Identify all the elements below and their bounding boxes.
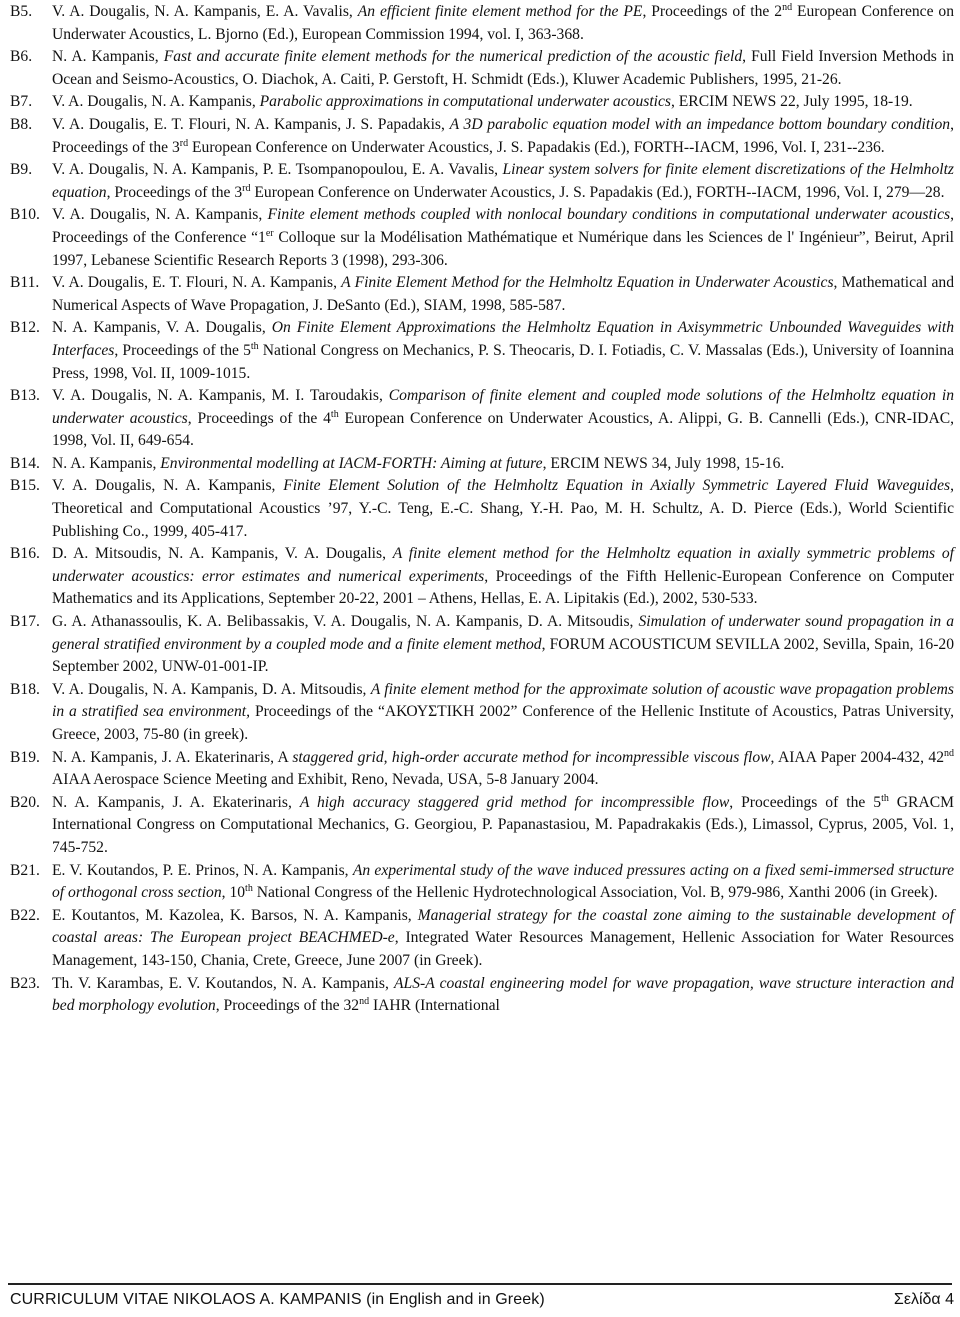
reference-segment: V. A. Dougalis, N. A. Kampanis, E. A. Vavalis,: [52, 3, 358, 20]
reference-entry: [10, 204, 954, 272]
reference-segment: D. A. Mitsoudis, N. A. Kampanis, V. A. Dougalis,: [52, 545, 393, 563]
reference-title: Comparison of finite element and coupled mode solutions of the Helmholtz equation in underwater acoustics: [52, 387, 954, 427]
reference-segment: , Full Field Inversion Methods in Ocean and Seismo-Acoustics, O. Diachok, A. Caiti, P. Gerstoft, H. Schmidt (Eds.), Kluwer Academic Publishers, 1995, 21-26.: [52, 48, 955, 88]
reference-segment: V. A. Dougalis, N. A. Kampanis, M. I. Taroudakis,: [52, 387, 389, 405]
reference-segment: , Proceedings of the Conference “1: [52, 206, 954, 246]
reference-segment: , Proceedings of the 3: [106, 183, 243, 201]
reference-number: B10.: [10, 206, 40, 224]
reference-segment: V. A. Dougalis, N. A. Kampanis, P. E. Tsompanopoulou, E. A. Vavalis,: [52, 161, 503, 179]
ordinal-superscript: th: [330, 408, 339, 420]
reference-segment: V. A. Dougalis, N. A. Kampanis,: [52, 206, 268, 224]
reference-title: Environmental modelling at IACM-FORTH: Aiming at future: [160, 454, 543, 472]
reference-entry: [10, 1, 954, 46]
reference-title: Fast and accurate finite element methods for the numerical prediction of the acoustic field: [163, 48, 743, 66]
reference-segment: , Proceedings of the 2: [642, 3, 783, 20]
reference-segment: European Conference on Underwater Acoustics, A. Alippi, G. B. Cannelli (Eds.), CNR-IDAC, 1998, Vol. II, 649-654.: [52, 409, 955, 450]
reference-text: [52, 159, 954, 204]
reference-number: B6.: [10, 48, 33, 66]
reference-entry: [10, 317, 954, 385]
reference-segment: National Congress on Mechanics, P. S. Theocaris, D. I. Fotiadis, C. V. Massalas (Eds.), University of Ioannina Press, 1998, Vol. II, 1009-1015.: [52, 341, 954, 382]
reference-list: [10, 1, 954, 1018]
reference-title: Simulation of underwater sound propagation in a general stratified environment by a coupled mode and a finite element method: [52, 613, 954, 653]
reference-number: B13.: [10, 387, 40, 405]
reference-number: B14.: [10, 454, 40, 472]
reference-segment: , AIAA Paper 2004-432, 42: [770, 748, 944, 766]
reference-number: B18.: [10, 680, 40, 698]
reference-number: B7.: [10, 93, 33, 111]
ordinal-superscript: th: [250, 340, 259, 352]
reference-segment: , Proceedings of the Fifth Hellenic-European Conference on Computer Mathematics and its Applications, September 20-22, 2001 – Athens, Hellas, E. A. Lipitakis (Ed.), 2002, 530-533.: [52, 567, 954, 608]
reference-segment: Th. V. Karambas, E. V. Koutandos, N. A. Kampanis,: [52, 974, 395, 992]
reference-title: A Finite Element Method for the Helmholtz Equation in Underwater Acoustics: [341, 274, 834, 292]
reference-entry: [10, 114, 954, 159]
reference-text: [52, 46, 954, 91]
ordinal-superscript: nd: [782, 1, 793, 13]
reference-number: B16.: [10, 545, 40, 563]
reference-segment: , Mathematical and Numerical Aspects of Wave Propagation, J. DeSanto (Ed.), SIAM, 1998, 585-587.: [52, 274, 954, 314]
reference-segment: , Proceedings of the 4: [187, 409, 331, 427]
footer-divider: [8, 1283, 952, 1285]
reference-title: A high accuracy staggered grid method for incompressible flow: [299, 793, 730, 811]
reference-segment: V. A. Dougalis, N. A. Kampanis,: [52, 477, 284, 495]
reference-text: [52, 611, 954, 679]
reference-segment: IAHR (International: [369, 997, 500, 1015]
reference-segment: G. A. Athanassoulis, K. A. Belibassakis, V. A. Dougalis, N. A. Kampanis, D. A. Mitsoudis,: [52, 613, 639, 631]
reference-text: [52, 453, 954, 476]
reference-segment: National Congress of the Hellenic Hydrotechnological Association, Vol. B, 979-986, Xanthi 2006 (in Greek).: [252, 884, 938, 902]
reference-title: Linear system solvers for finite element discretizations of the Helmholtz equation: [52, 161, 954, 201]
reference-segment: European Conference on Underwater Acoustics, J. S. Papadakis (Ed.), FORTH--IACM, 1996, Vol. I, 231--236.: [188, 138, 885, 156]
reference-segment: E. V. Koutandos, P. E. Prinos, N. A. Kampanis,: [52, 861, 353, 879]
reference-text: [52, 385, 954, 453]
reference-entry: [10, 792, 954, 860]
reference-text: [52, 204, 954, 272]
reference-number: B15.: [10, 477, 40, 495]
reference-entry: [10, 905, 954, 973]
ordinal-superscript: th: [245, 882, 253, 894]
reference-text: [52, 91, 954, 114]
reference-text: [52, 543, 954, 611]
reference-number: B12.: [10, 319, 40, 337]
reference-segment: , Integrated Water Resources Management, Hellenic Association for Water Resources Management, 143-150, Chania, Crete, Greece, June 2007 (in Greek).: [52, 929, 954, 969]
reference-entry: [10, 91, 954, 114]
reference-segment: , ERCIM NEWS 22, July 1995, 18-19.: [670, 93, 913, 111]
reference-entry: [10, 475, 954, 543]
reference-segment: N. A. Kampanis, V. A. Dougalis,: [52, 319, 272, 337]
ordinal-superscript: th: [881, 792, 889, 804]
reference-text: [52, 747, 954, 792]
reference-number: B22.: [10, 906, 40, 924]
reference-title: A 3D parabolic equation model with an impedance bottom boundary condition: [449, 115, 951, 133]
reference-segment: , Proceedings of the 5: [114, 341, 251, 359]
reference-title: On Finite Element Approximations the Helmholtz Equation in Axisymmetric Unbounded Waveguides with Interfaces: [52, 319, 954, 359]
reference-entry: [10, 679, 954, 747]
reference-segment: V. A. Dougalis, N. A. Kampanis,: [52, 93, 260, 111]
reference-number: B17.: [10, 613, 40, 631]
reference-text: [52, 475, 954, 543]
reference-number: B19.: [10, 748, 40, 766]
reference-segment: , ERCIM NEWS 34, July 1998, 15-16.: [542, 454, 785, 472]
reference-text: [52, 860, 954, 905]
reference-entry: [10, 747, 954, 792]
reference-segment: , FORUM ACOUSTICUM SEVILLA 2002, Sevilla, Spain, 16-20 September 2002, UNW-01-001-IP.: [52, 635, 954, 676]
reference-segment: N. A. Kampanis,: [52, 48, 164, 66]
reference-number: B9.: [10, 161, 33, 179]
reference-segment: N. A. Kampanis, J. A. Ekaterinaris, A: [52, 748, 293, 766]
reference-text: [52, 317, 954, 385]
footer-page-number: Σελίδα 4: [893, 1291, 954, 1308]
footer-cv-title: CURRICULUM VITAE NIKOLAOS A. KAMPANIS (in English and in Greek): [10, 1291, 545, 1308]
reference-segment: , 10: [221, 884, 246, 902]
reference-segment: , Proceedings of the 5: [729, 793, 882, 811]
reference-segment: V. A. Dougalis, E. T. Flouri, N. A. Kampanis,: [52, 274, 342, 292]
reference-entry: [10, 543, 954, 611]
reference-segment: , Proceedings of the 3: [52, 115, 954, 156]
reference-text: [52, 679, 954, 747]
reference-number: B21.: [10, 861, 40, 879]
reference-text: [52, 1, 954, 46]
reference-title: A finite element method for the approximate solution of acoustic wave propagation problems in a stratified sea environment,: [52, 680, 954, 721]
reference-text: [52, 905, 954, 973]
reference-number: B20.: [10, 793, 40, 811]
reference-title: An efficient finite element method for the PE: [357, 3, 643, 20]
reference-text: [52, 973, 954, 1018]
reference-segment: N. A. Kampanis,: [52, 454, 161, 472]
reference-title: ALS-A coastal engineering model for wave propagation, wave structure interaction and bed morphology evolution: [52, 974, 954, 1015]
reference-segment: Proceedings of the “ΑΚΟΥΣΤΙΚΗ 2002” Conference of the Hellenic Institute of Acoustics, Patras University, Greece, 2003, 75-80 (in greek).: [52, 703, 954, 743]
reference-segment: European Conference on Underwater Acoustics, J. S. Papadakis (Ed.), FORTH--IACM, 1996, Vol. I, 279—28.: [250, 183, 945, 201]
reference-segment: E. Koutantos, M. Kazolea, K. Barsos, N. A. Kampanis,: [52, 906, 418, 924]
reference-segment: V. A. Dougalis, E. T. Flouri, N. A. Kampanis, J. S. Papadakis,: [52, 115, 450, 133]
reference-title: Finite element methods coupled with nonlocal boundary conditions in computational underwater acoustics: [267, 206, 951, 224]
ordinal-superscript: nd: [359, 995, 370, 1007]
reference-entry: [10, 611, 954, 679]
page-footer: [10, 1289, 954, 1311]
ordinal-superscript: nd: [944, 747, 954, 759]
reference-entry: [10, 272, 954, 317]
reference-number: B8.: [10, 115, 33, 133]
reference-entry: [10, 453, 954, 476]
reference-segment: Colloque sur la Modélisation Mathématique et Numérique dans les Sciences de l' Ingénieur”, Beirut, April 1997, Lebanese Scientific Research Reports 3 (1998), 293-306.: [52, 228, 955, 269]
reference-title: staggered grid, high-order accurate method for incompressible viscous flow: [292, 748, 771, 766]
reference-text: [52, 792, 954, 860]
reference-segment: AIAA Aerospace Science Meeting and Exhibit, Reno, Nevada, USA, 5-8 January 2004.: [52, 771, 599, 789]
reference-title: A finite element method for the Helmholtz equation in axially symmetric problems of underwater acoustics: error estimates and numerical experiments: [52, 545, 954, 585]
reference-number: B23.: [10, 974, 40, 992]
reference-segment: N. A. Kampanis, J. A. Ekaterinaris,: [52, 793, 300, 811]
reference-number: B11.: [10, 274, 40, 292]
reference-entry: [10, 46, 954, 91]
reference-number: B5.: [10, 3, 33, 20]
reference-title: Managerial strategy for the coastal zone aiming to the sustainable development of coastal areas: The European project BEACHMED-e: [52, 906, 955, 947]
ordinal-superscript: er: [265, 227, 274, 239]
reference-text: [52, 114, 954, 159]
reference-title: Finite Element Solution of the Helmholtz Equation in Axially Symmetric Layered Fluid Waveguides: [283, 477, 951, 495]
reference-segment: European Conference on Underwater Acoustics, L. Bjorno (Ed.), European Commission 1994, vol. I, 363-368.: [52, 3, 955, 43]
ordinal-superscript: rd: [242, 182, 251, 194]
ordinal-superscript: rd: [179, 137, 189, 149]
reference-segment: GRACM International Congress on Computational Mechanics, G. Georgiou, P. Papanastasiou, M. Papadrakakis (Eds.), Limassol, Cyprus, 2005, Vol. 1, 745-752.: [52, 793, 954, 856]
reference-entry: [10, 860, 954, 905]
reference-segment: V. A. Dougalis, N. A. Kampanis, D. A. Mitsoudis,: [52, 680, 371, 698]
reference-text: [52, 272, 954, 317]
reference-title: Parabolic approximations in computational underwater acoustics: [259, 93, 671, 111]
reference-title: An experimental study of the wave induced pressures acting on a fixed semi-immersed structure of orthogonal cross section: [52, 861, 954, 902]
reference-entry: [10, 385, 954, 453]
reference-segment: , Theoretical and Computational Acoustics ’97, Y.-C. Teng, E.-C. Shang, Y.-H. Pao, M. H. Schultz, A. D. Pierce (Eds.), World Scientific Publishing Co., 1999, 405-417.: [52, 477, 954, 540]
reference-segment: , Proceedings of the 32: [215, 997, 360, 1015]
reference-entry: [10, 973, 954, 1018]
reference-entry: [10, 159, 954, 204]
